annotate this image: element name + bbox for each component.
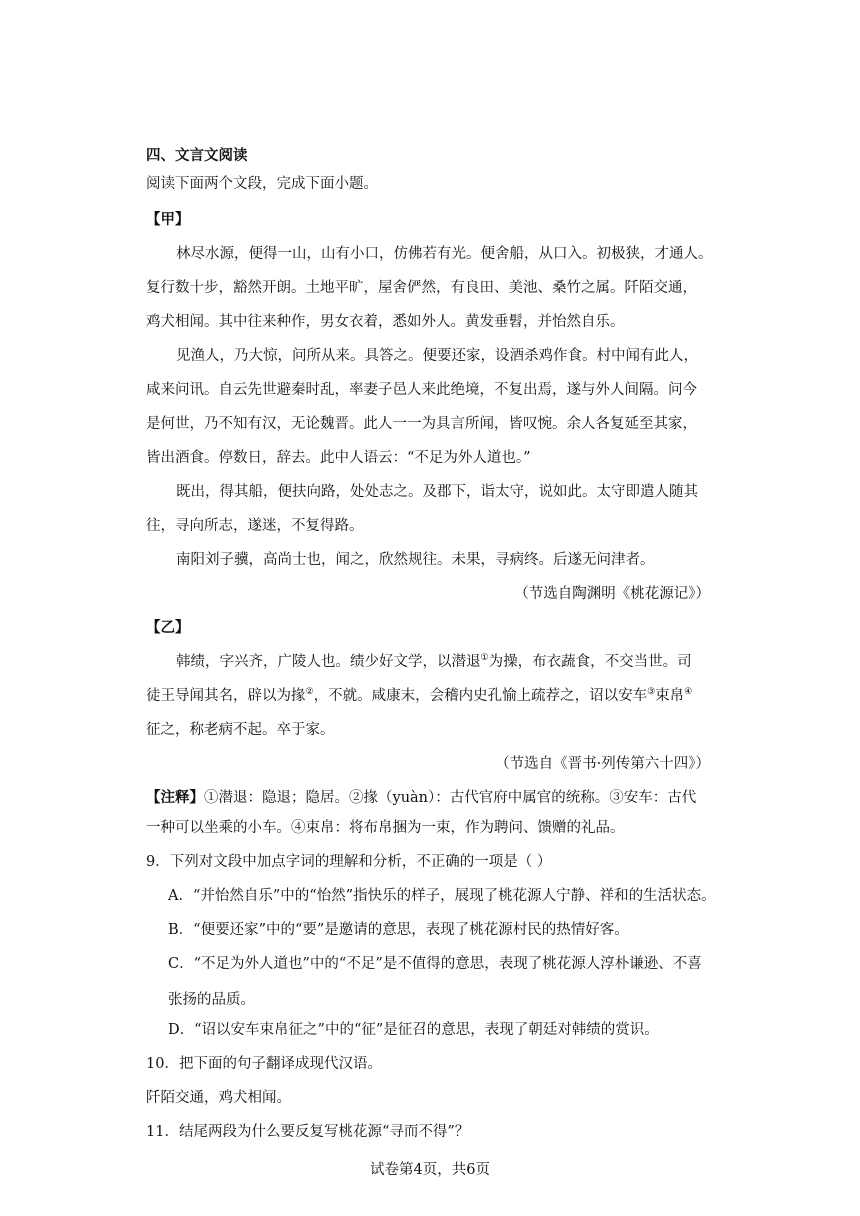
footnote-marker: ① <box>480 653 489 664</box>
question-9-option-c-cont: 张扬的品质。 <box>168 992 255 1008</box>
notes-line-2: 一种可以坐乘的小车。④束帛：将布帛捆为一束，作为聘问、馈赠的礼品。 <box>146 820 625 836</box>
passage-jia-line: 南阳刘子骥，高尚士也，闻之，欣然规往。未果，寻病终。后遂无问津者。 <box>176 552 655 568</box>
passage-yi-line-2: 徒王导闻其名，辟以为掾②，不就。咸康末，会稽内史孔愉上疏荐之，诏以安车③束帛④ <box>146 687 693 704</box>
page-footer: 试卷第4页，共6页 <box>370 1162 490 1178</box>
footnote-marker: ③ <box>647 687 656 698</box>
question-9-option-b: B．“便要还家”中的“要”是邀请的意思，表现了桃花源村民的热情好客。 <box>168 922 629 938</box>
passage-yi-label: 【乙】 <box>146 619 190 636</box>
question-10-sentence: 阡陌交通，鸡犬相闻。 <box>146 1090 291 1106</box>
passage-jia-line: 见渔人，乃大惊，问所从来。具答之。便要还家，设酒杀鸡作食。村中闻有此人， <box>176 348 698 364</box>
question-9-option-c: C．“不足为外人道也”中的“不足”是不值得的意思，表现了桃花源人淳朴谦逊、不喜 <box>168 956 702 972</box>
passage-jia-line: 复行数十步，豁然开朗。土地平旷，屋舍俨然，有良田、美池、桑竹之属。阡陌交通， <box>146 280 697 296</box>
passage-jia-line: 林尽水源，便得一山，山有小口，仿佛若有光。便舍船，从口入。初极狭，才通人。 <box>176 246 713 262</box>
passage-yi-line-1: 韩绩，字兴齐，广陵人也。绩少好文学，以潜退①为操，布衣蔬食，不交当世。司 <box>176 653 692 670</box>
question-10-stem: 10．把下面的句子翻译成现代汉语。 <box>146 1056 382 1072</box>
section-title: 四、文言文阅读 <box>146 147 248 164</box>
passage-jia-line: 咸来问讯。自云先世避秦时乱，率妻子邑人来此绝境，不复出焉，遂与外人间隔。问今 <box>146 382 697 398</box>
passage-jia-line: 往，寻向所志，遂迷，不复得路。 <box>146 518 364 534</box>
question-9-option-a: A．“并怡然自乐”中的“怡然”指快乐的样子，展现了桃花源人宁静、祥和的生活状态。 <box>168 888 716 904</box>
passage-jia-line: 鸡犬相闻。其中往来种作，男女衣着，悉如外人。黄发垂髫，并怡然自乐。 <box>146 314 625 330</box>
notes-label: 【注释】 <box>146 789 204 806</box>
question-9-stem: 9．下列对文段中加点字词的理解和分析，不正确的一项是（ ） <box>146 854 552 870</box>
footnote-marker: ④ <box>684 687 693 698</box>
passage-jia-label: 【甲】 <box>146 211 190 228</box>
passage-yi-line-3: 征之，称老病不起。卒于家。 <box>146 722 335 738</box>
footnote-marker: ② <box>305 687 314 698</box>
passage-jia-source: （节选自陶渊明《桃花源记》） <box>514 586 710 602</box>
question-9-option-d: D．“诏以安车束帛征之”中的“征”是征召的意思，表现了朝廷对韩绩的赏识。 <box>168 1022 659 1038</box>
passage-jia-line: 既出，得其船，便扶向路，处处志之。及郡下，诣太守，说如此。太守即遣人随其 <box>176 484 698 500</box>
instruction: 阅读下面两个文段，完成下面小题。 <box>146 176 378 192</box>
notes-line-1: 【注释】①潜退：隐退；隐居。②掾（yuàn）：古代官府中属官的统称。③安车：古代 <box>146 789 697 806</box>
question-11-stem: 11．结尾两段为什么要反复写桃花源“寻而不得”？ <box>146 1124 470 1140</box>
passage-jia-line: 是何世，乃不知有汉，无论魏晋。此人一一为具言所闻，皆叹惋。余人各复延至其家， <box>146 416 697 432</box>
passage-jia-line: 皆出酒食。停数日，辞去。此中人语云：“不足为外人道也。” <box>146 450 531 466</box>
passage-yi-source: （节选自《晋书·列传第六十四》） <box>495 756 710 772</box>
